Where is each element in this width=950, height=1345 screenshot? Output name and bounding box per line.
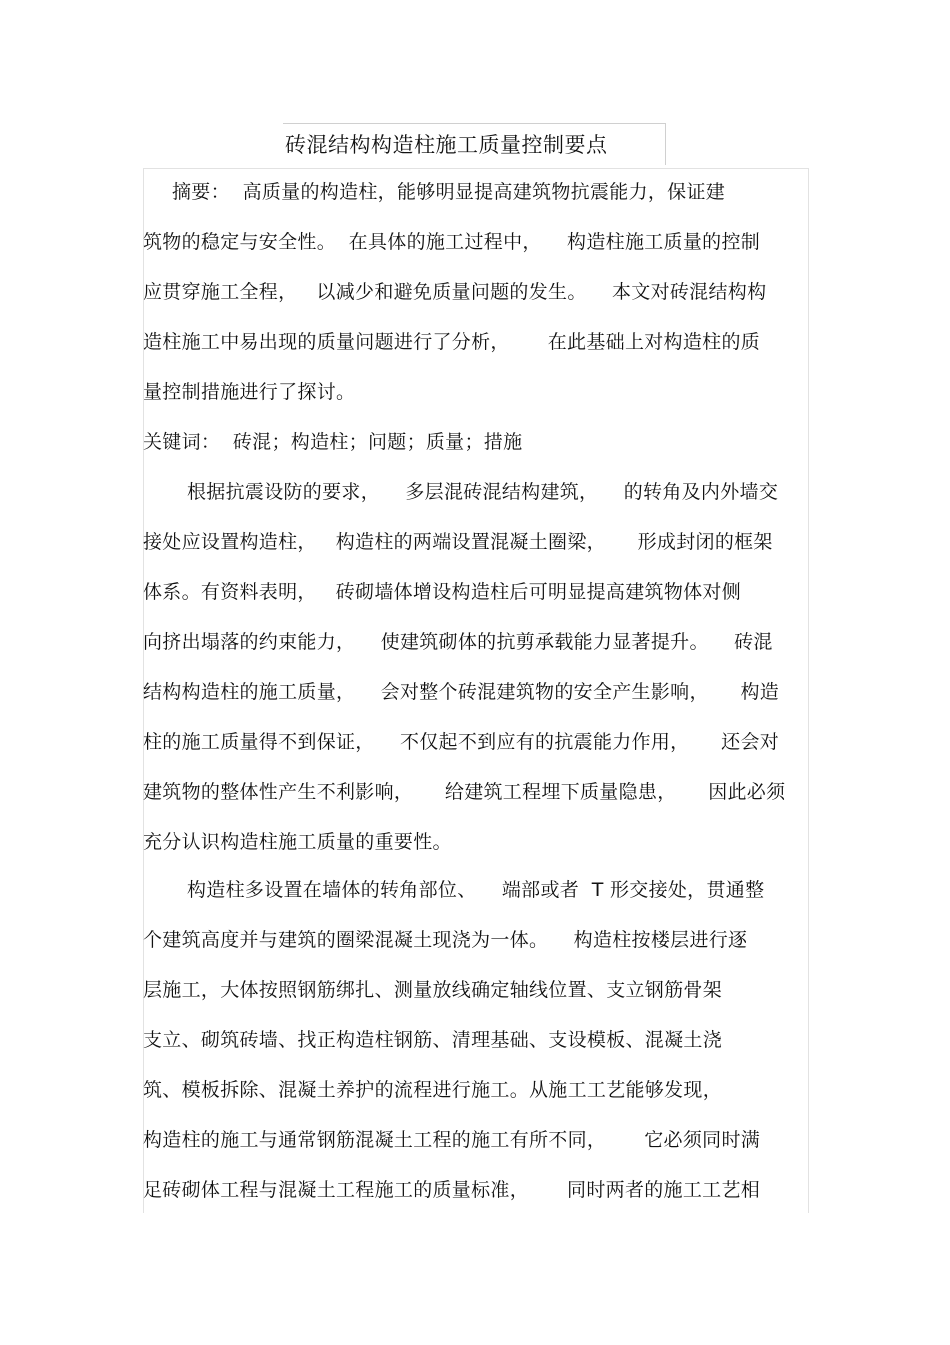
text-line: 支立、砌筑砖墙、找正构造柱钢筋、清理基础、支设模板、混凝土浇 <box>143 1029 723 1051</box>
text-line: 构造柱多设置在墙体的转角部位、 端部或者 T 形交接处，贯通整 <box>187 879 765 901</box>
text-line: 构造柱的施工与通常钢筋混凝土工程的施工有所不同， 它必须同时满 <box>143 1129 761 1151</box>
text-line: 充分认识构造柱施工质量的重要性。 <box>143 831 452 853</box>
text-line: 个建筑高度并与建筑的圈梁混凝土现浇为一体。 构造柱按楼层进行逐 <box>143 929 748 951</box>
text-line: 应贯穿施工全程， 以减少和避免质量问题的发生。 本文对砖混结构构 <box>143 281 767 303</box>
text-line: 结构构造柱的施工质量， 会对整个砖混建筑物的安全产生影响， 构造 <box>143 681 780 703</box>
text-line: 造柱施工中易出现的质量问题进行了分析， 在此基础上对构造柱的质 <box>143 331 761 353</box>
text-line: 柱的施工质量得不到保证， 不仅起不到应有的抗震能力作用， 还会对 <box>143 731 780 753</box>
text-line: 足砖砌体工程与混凝土工程施工的质量标准， 同时两者的施工工艺相 <box>143 1179 761 1201</box>
text-line: 筑物的稳定与安全性。 在具体的施工过程中， 构造柱施工质量的控制 <box>143 231 761 253</box>
text-line: 层施工，大体按照钢筋绑扎、测量放线确定轴线位置、支立钢筋骨架 <box>143 979 723 1001</box>
text-line: 量控制措施进行了探讨。 <box>143 381 356 403</box>
text-line: 建筑物的整体性产生不利影响， 给建筑工程埋下质量隐患， 因此必须 <box>143 781 786 803</box>
text-line: 体系。有资料表明， 砖砌墙体增设构造柱后可明显提高建筑物体对侧 <box>143 581 742 603</box>
text-line: 筑、模板拆除、混凝土养护的流程进行施工。从施工工艺能够发现， <box>143 1079 723 1101</box>
text-line: 摘要： 高质量的构造柱，能够明显提高建筑物抗震能力，保证建 <box>172 181 726 203</box>
text-line: 向挤出塌落的约束能力， 使建筑砌体的抗剪承载能力显著提升。 砖混 <box>143 631 773 653</box>
text-line: 根据抗震设防的要求， 多层混砖混结构建筑， 的转角及内外墙交 <box>187 481 779 503</box>
keywords-line: 关键词： 砖混；构造柱；问题；质量；措施 <box>143 431 523 453</box>
document-title: 砖混结构构造柱施工质量控制要点 <box>285 133 608 157</box>
text-line: 接处应设置构造柱， 构造柱的两端设置混凝土圈梁， 形成封闭的框架 <box>143 531 773 553</box>
